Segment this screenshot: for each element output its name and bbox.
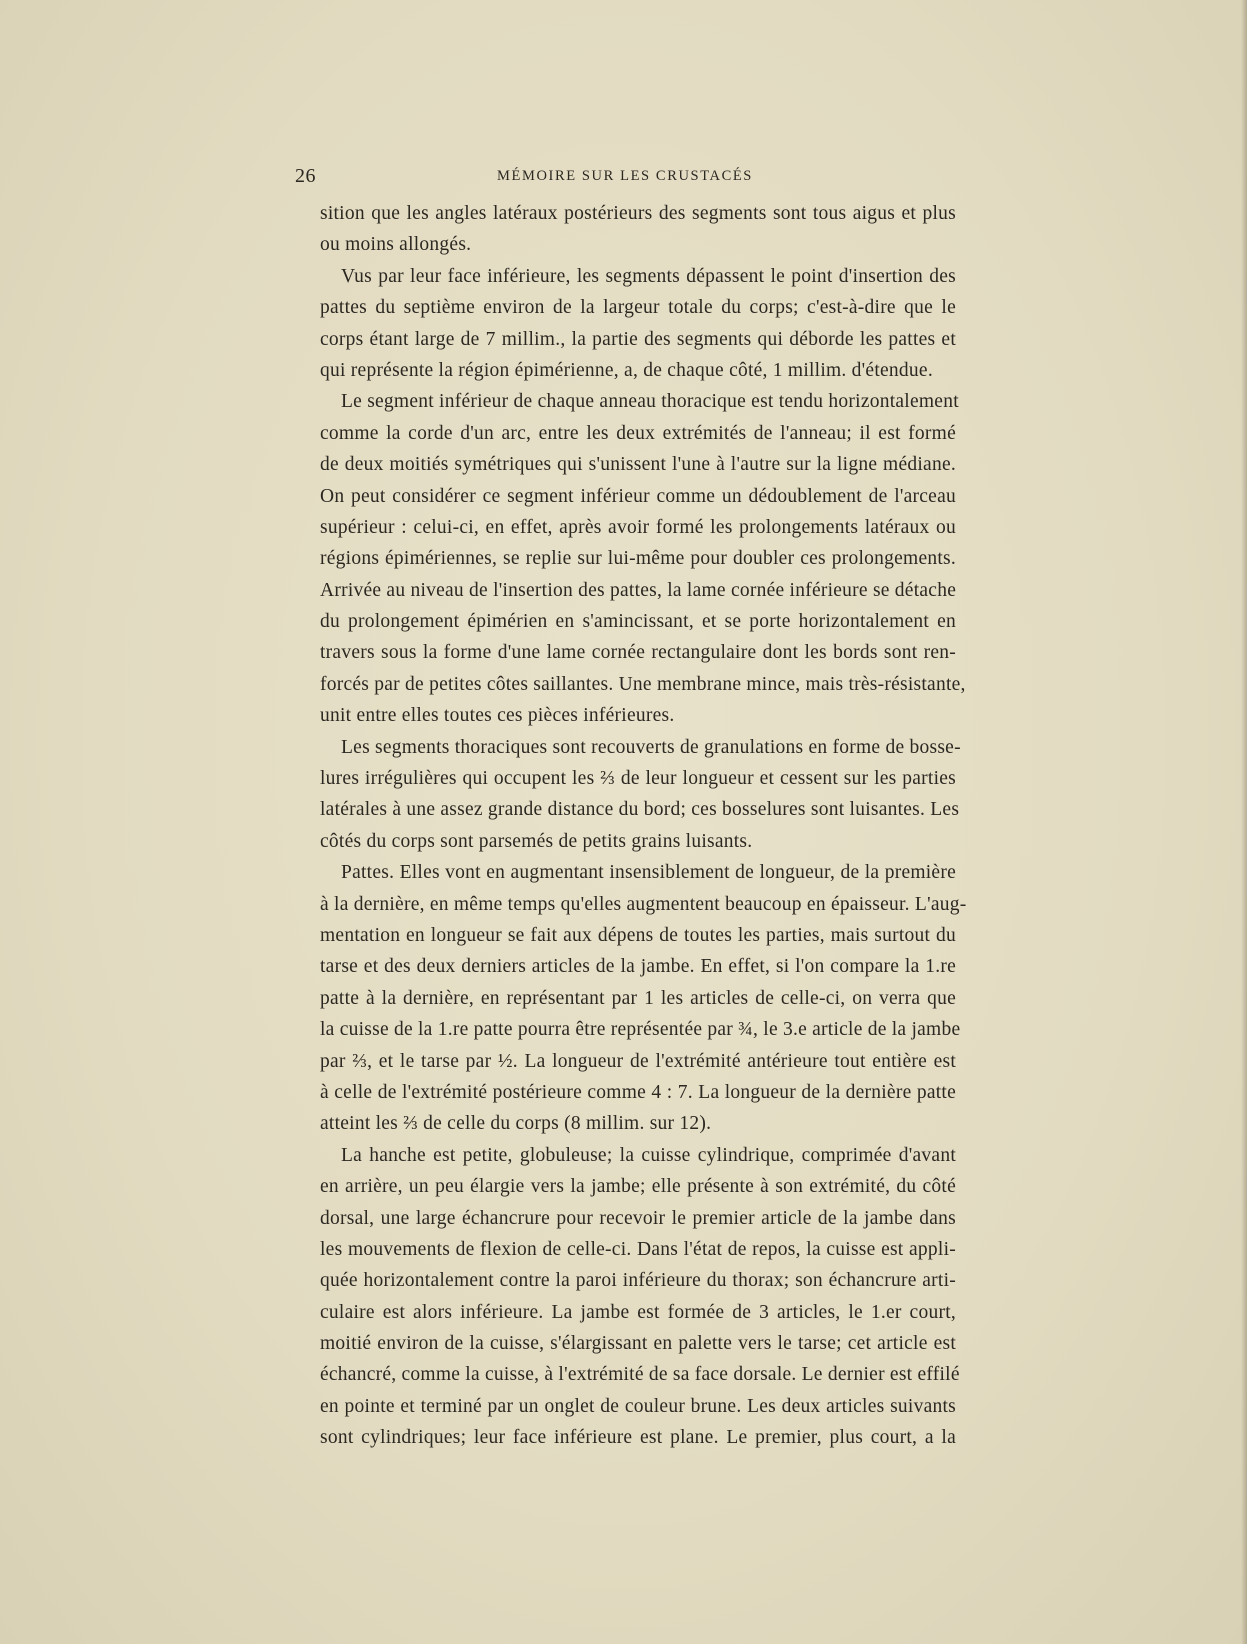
text-line: atteint les ⅔ de celle du corps (8 millim. sur 12). (320, 1113, 712, 1135)
text-line: Le segment inférieur de chaque anneau thoracique est tendu horizontalement (341, 391, 959, 413)
text-line: à celle de l'extrémité postérieure comme 4 : 7. La longueur de la dernière patte (320, 1081, 956, 1103)
text-line: lures irrégulières qui occupent les ⅔ de leur longueur et cessent sur les parties (320, 768, 956, 790)
text-line: latérales à une assez grande distance du bord; ces bosselures sont luisantes. Les (320, 799, 960, 821)
text-line: du prolongement épimérien en s'amincissant, et se porte horizontalement en (320, 611, 956, 633)
text-line: qui représente la région épimérienne, a, de chaque côté, 1 millim. d'étendue. (320, 359, 933, 381)
text-line: supérieur : celui-ci, en effet, après avoir formé les prolongements latéraux ou (320, 516, 956, 538)
text-line: ou moins allongés. (320, 234, 472, 256)
text-line: forcés par de petites côtes saillantes. Une membrane mince, mais très-résistante, (320, 673, 966, 695)
page-number: 26 (295, 165, 316, 187)
text-line: sition que les angles latéraux postérieurs des segments sont tous aigus et plus (320, 203, 956, 224)
text-line: La hanche est petite, globuleuse; la cuisse cylindrique, comprimée d'avant (341, 1144, 956, 1166)
text-line: moitié environ de la cuisse, s'élargissant en palette vers le tarse; cet article est (320, 1333, 956, 1355)
text-line: corps étant large de 7 millim., la partie des segments qui déborde les pattes et (320, 328, 956, 350)
text-line: On peut considérer ce segment inférieur comme un dédoublement de l'arceau (320, 485, 956, 507)
text-line: quée horizontalement contre la paroi inférieure du thorax; son échancrure arti- (320, 1270, 956, 1292)
text-line: tarse et des deux derniers articles de la jambe. En effet, si l'on compare la 1.re (320, 956, 956, 978)
page-header (295, 165, 955, 189)
text-line: côtés du corps sont parsemés de petits grains luisants. (320, 830, 753, 852)
text-line: unit entre elles toutes ces pièces inférieures. (320, 705, 675, 727)
text-line: la cuisse de la 1.re patte pourra être représentée par ¾, le 3.e article de la jambe (320, 1019, 961, 1041)
text-line: Arrivée au niveau de l'insertion des pattes, la lame cornée inférieure se détache (320, 579, 957, 601)
body-text (320, 198, 967, 1454)
page-edge-shadow (1241, 0, 1247, 1644)
text-line: Vus par leur face inférieure, les segments dépassent le point d'insertion des (341, 265, 956, 287)
text-line: Pattes. Elles vont en augmentant insensiblement de longueur, de la première (341, 862, 956, 884)
text-line: en pointe et terminé par un onglet de couleur brune. Les deux articles suivants (320, 1395, 956, 1417)
running-title: MÉMOIRE SUR LES CRUSTACÉS (497, 168, 753, 184)
text-line: comme la corde d'un arc, entre les deux extrémités de l'anneau; il est formé (320, 422, 956, 444)
text-line: Les segments thoraciques sont recouverts de granulations en forme de bosse- (341, 736, 961, 758)
text-line: à la dernière, en même temps qu'elles augmentent beaucoup en épaisseur. L'aug- (320, 893, 967, 915)
text-line: mentation en longueur se fait aux dépens de toutes les parties, mais surtout du (320, 924, 956, 946)
text-line: patte à la dernière, en représentant par 1 les articles de celle-ci, on verra que (320, 987, 956, 1009)
text-line: de deux moitiés symétriques qui s'unissent l'une à l'autre sur la ligne médiane. (320, 454, 956, 476)
text-line: les mouvements de flexion de celle-ci. Dans l'état de repos, la cuisse est appli- (320, 1238, 956, 1260)
text-line: culaire est alors inférieure. La jambe est formée de 3 articles, le 1.er court, (320, 1301, 956, 1323)
text-line: travers sous la forme d'une lame cornée rectangulaire dont les bords sont ren- (320, 642, 956, 664)
text-line: échancré, comme la cuisse, à l'extrémité de sa face dorsale. Le dernier est effilé (320, 1364, 960, 1386)
text-line: dorsal, une large échancrure pour recevoir le premier article de la jambe dans (320, 1207, 956, 1229)
text-line: en arrière, un peu élargie vers la jambe; elle présente à son extrémité, du côté (320, 1176, 956, 1198)
text-line: pattes du septième environ de la largeur totale du corps; c'est-à-dire que le (320, 297, 956, 319)
text-line: par ⅔, et le tarse par ½. La longueur de l'extrémité antérieure tout entière est (320, 1050, 956, 1072)
text-line: régions épimériennes, se replie sur lui-même pour doubler ces prolongements. (320, 548, 956, 570)
text-line: sont cylindriques; leur face inférieure est plane. Le premier, plus court, a la (320, 1427, 956, 1449)
